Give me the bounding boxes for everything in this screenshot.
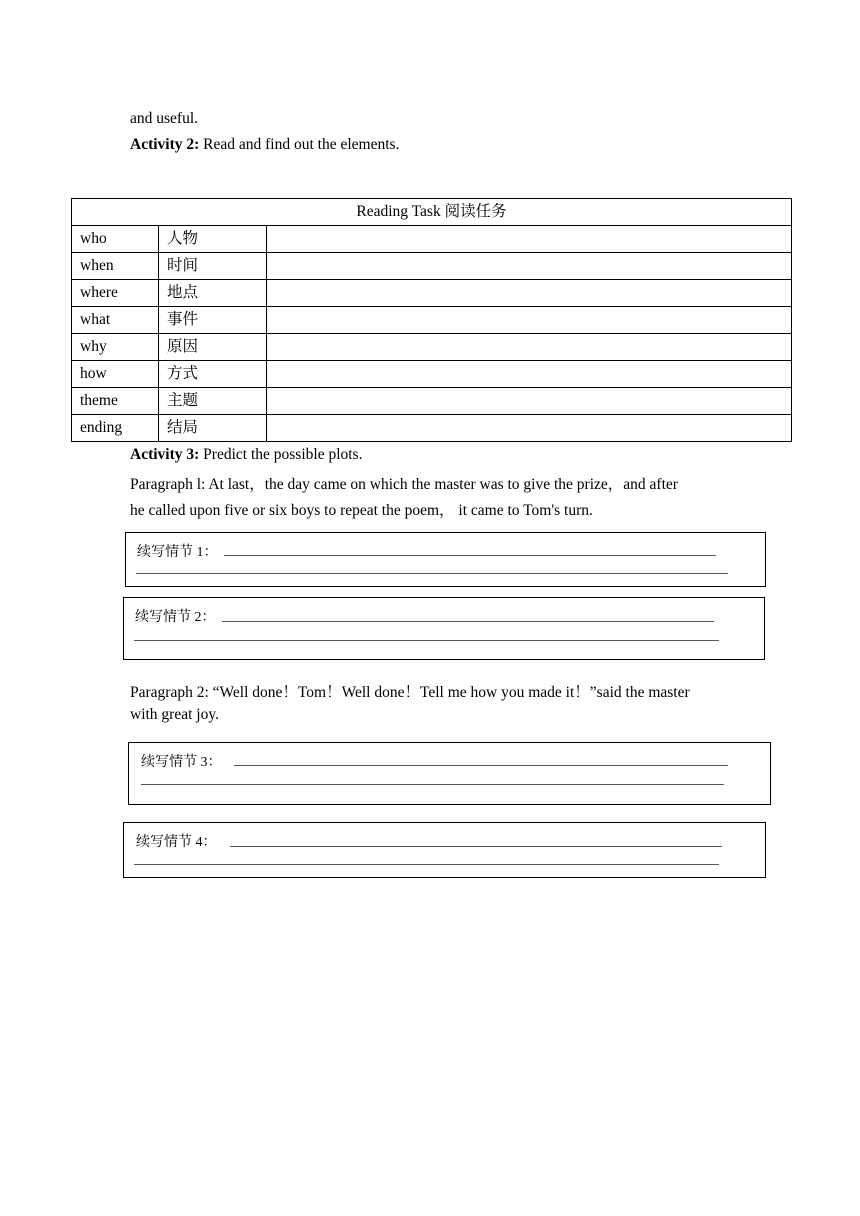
table-row <box>72 280 792 307</box>
activity3-label: Activity 3: <box>130 446 200 463</box>
row-answer-cell[interactable] <box>267 334 792 361</box>
row-en-label: why <box>72 334 159 361</box>
row-en-label: when <box>72 253 159 280</box>
answer-line[interactable] <box>234 765 728 766</box>
activity2-heading <box>130 136 399 154</box>
plot-box-3[interactable] <box>128 742 771 805</box>
row-answer-cell[interactable] <box>267 226 792 253</box>
row-en-label: where <box>72 280 159 307</box>
paragraph1-line1: Paragraph l: At last，the day came on which the master was to give the prize，and after <box>130 476 678 493</box>
reading-task-table <box>71 198 792 442</box>
row-zh-label: 地点 <box>159 280 267 307</box>
row-zh-label: 时间 <box>159 253 267 280</box>
answer-line[interactable] <box>134 640 719 641</box>
table-row <box>72 388 792 415</box>
activity3-heading <box>130 446 362 464</box>
table-row <box>72 307 792 334</box>
activity3-text: Predict the possible plots. <box>199 446 363 463</box>
row-zh-label: 结局 <box>159 415 267 442</box>
row-answer-cell[interactable] <box>267 361 792 388</box>
row-answer-cell[interactable] <box>267 415 792 442</box>
activity2-text: Read and find out the elements. <box>199 136 400 153</box>
row-zh-label: 事件 <box>159 307 267 334</box>
intro-tail-text: and useful. <box>130 110 199 127</box>
table-row <box>72 334 792 361</box>
activity2-label: Activity 2: <box>130 136 200 153</box>
answer-line[interactable] <box>222 621 714 622</box>
row-en-label: theme <box>72 388 159 415</box>
answer-line[interactable] <box>230 846 722 847</box>
table-row <box>72 415 792 442</box>
plot-box-label: 续写情节 3： <box>141 755 222 770</box>
answer-line[interactable] <box>136 573 728 574</box>
plot-box-label: 续写情节 2： <box>135 610 216 625</box>
plot-box-2[interactable] <box>123 597 765 660</box>
row-en-label: ending <box>72 415 159 442</box>
plot-box-label: 续写情节 4： <box>136 835 217 850</box>
row-en-label: how <box>72 361 159 388</box>
paragraph1-line2: he called upon five or six boys to repeat the poem， it came to Tom's turn. <box>130 502 593 519</box>
row-zh-label: 主题 <box>159 388 267 415</box>
answer-line[interactable] <box>141 784 724 785</box>
table-header: Reading Task 阅读任务 <box>72 199 792 226</box>
table-row <box>72 361 792 388</box>
row-answer-cell[interactable] <box>267 388 792 415</box>
row-answer-cell[interactable] <box>267 307 792 334</box>
row-zh-label: 人物 <box>159 226 267 253</box>
paragraph2-line2: with great joy. <box>130 706 219 723</box>
plot-box-label: 续写情节 1： <box>137 545 218 560</box>
plot-box-4[interactable] <box>123 822 766 878</box>
answer-line[interactable] <box>134 864 719 865</box>
row-zh-label: 方式 <box>159 361 267 388</box>
table-header-row <box>72 199 792 226</box>
row-zh-label: 原因 <box>159 334 267 361</box>
plot-box-1[interactable] <box>125 532 766 587</box>
row-answer-cell[interactable] <box>267 253 792 280</box>
table-row <box>72 253 792 280</box>
row-en-label: what <box>72 307 159 334</box>
paragraph2-line1: Paragraph 2: “Well done！Tom！Well done！Tell me how you made it！”said the master <box>130 684 690 701</box>
row-en-label: who <box>72 226 159 253</box>
answer-line[interactable] <box>224 555 716 556</box>
row-answer-cell[interactable] <box>267 280 792 307</box>
table-row <box>72 226 792 253</box>
